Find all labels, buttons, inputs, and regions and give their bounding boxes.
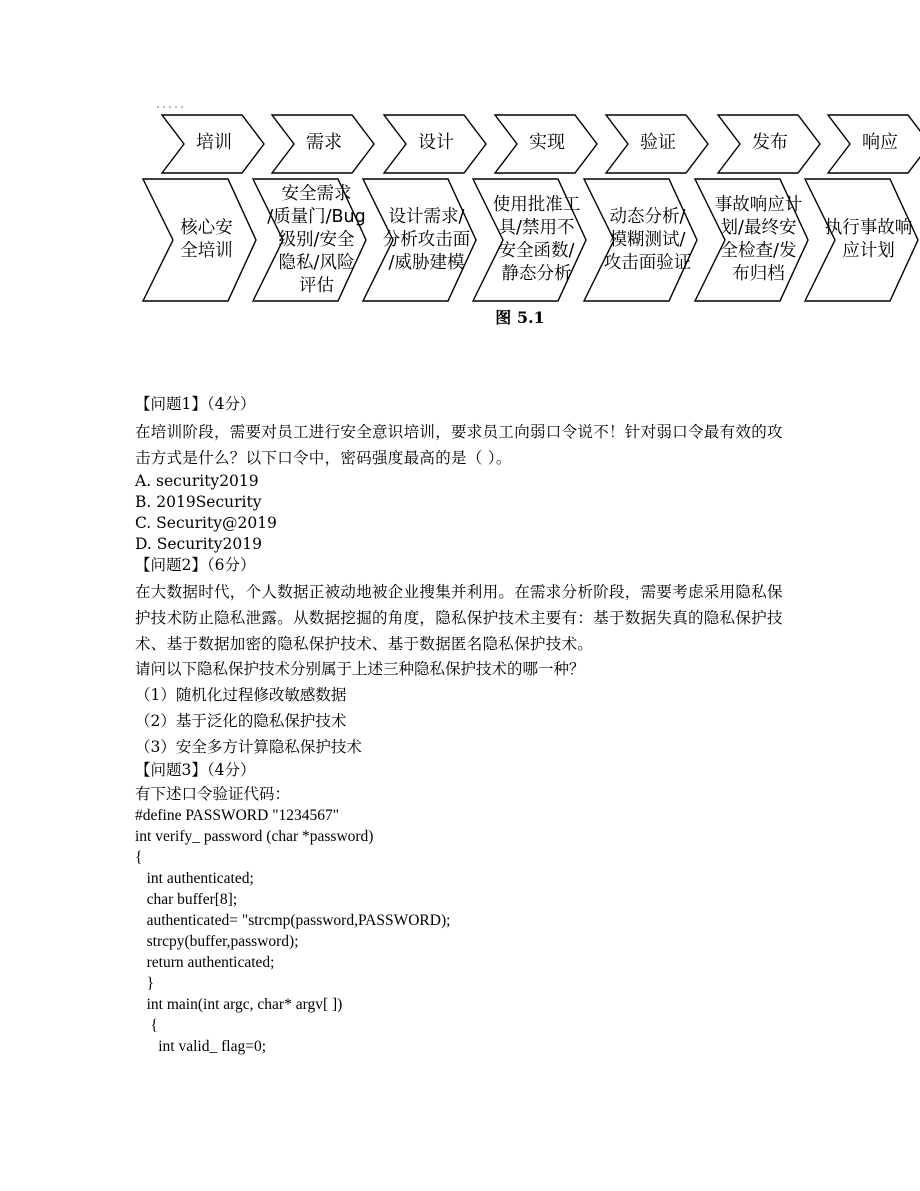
q1-header: 【问题1】（4分） <box>135 395 256 413</box>
task-label <box>707 179 810 301</box>
task-label-line: 模糊测试/ <box>609 229 686 250</box>
q1-text: 在培训阶段，需要对员工进行安全意识培训，要求员工向弱口令说不！针对弱口令最有效的攻击方式是什么？以下口令中，密码强度最高的是（ ）。 <box>135 423 783 467</box>
stage-label: 实现 <box>529 132 565 153</box>
task-label-line: 使用批准工 <box>492 195 581 215</box>
q1-option-b: B. 2019Security <box>135 493 262 511</box>
code-line: authenticated= "strcmp(password,PASSWORD); <box>135 912 451 929</box>
sdl-figure <box>0 0 920 340</box>
task-label-line: 攻击面验证 <box>603 252 692 273</box>
task-label-line: 评估 <box>299 275 334 296</box>
q2-item-3: （3）安全多方计算隐私保护技术 <box>135 738 362 756</box>
code-line: { <box>135 1017 158 1034</box>
task-label-line: 布归档 <box>732 264 785 284</box>
task-label <box>265 179 368 301</box>
code-line: strcpy(buffer,password); <box>135 933 299 950</box>
task-label-line: 具/禁用不 <box>498 218 575 238</box>
q2-item-1: （1）随机化过程修改敏感数据 <box>135 686 347 704</box>
question-body <box>135 394 795 1057</box>
stage-label: 需求 <box>306 132 342 153</box>
task-label-line: 划/最终安 <box>720 218 797 238</box>
task-label-line: 设计需求/ <box>388 206 465 227</box>
task-label <box>817 179 920 301</box>
task-label-line: 事故响应计 <box>714 195 803 215</box>
q1-option-a: A. security2019 <box>135 472 259 490</box>
stage-label: 发布 <box>752 132 788 153</box>
code-block <box>135 805 795 1057</box>
q3-header: 【问题3】（4分） <box>135 761 256 779</box>
stage-label: 设计 <box>418 132 454 153</box>
task-label-line: 核心安 <box>180 218 233 238</box>
code-line: return authenticated; <box>135 954 275 971</box>
task-label-line: /威胁建模 <box>388 252 465 273</box>
task-label-line: 全检查/发 <box>720 241 797 261</box>
task-label-line: /质量门/Bug <box>267 206 366 227</box>
task-label-line: 应计划 <box>842 241 895 261</box>
stage-label: 培训 <box>196 132 232 153</box>
task-label <box>155 179 258 301</box>
code-line: int main(int argc, char* argv[ ]) <box>135 996 343 1013</box>
code-line: char buffer[8]; <box>135 891 238 908</box>
task-label-line: 隐私/风险 <box>278 252 355 273</box>
task-label <box>485 179 588 301</box>
task-label-line: 动态分析/ <box>609 206 686 227</box>
figure-caption: 图 5.1 <box>495 308 545 327</box>
q2-text: 在大数据时代，个人数据正被动地被企业搜集并利用。在需求分析阶段，需要考虑采用隐私保护技术防止隐私泄露。从数据挖掘的角度，隐私保护技术主要有：基于数据失真的隐私保护技术、基于数据加密的隐私保护技术、基于数据匿名隐私保护技术。 <box>135 583 783 653</box>
code-line: { <box>135 849 143 866</box>
q3-intro: 有下述口令验证代码： <box>135 785 291 803</box>
task-label-line: 级别/安全 <box>278 229 355 250</box>
code-line: int valid_ flag=0; <box>135 1038 267 1055</box>
task-label-line: 执行事故响 <box>824 218 913 238</box>
code-line: int verify_ password (char *password) <box>135 828 374 845</box>
q2-header: 【问题2】（6分） <box>135 556 256 574</box>
q1-option-c: C. Security@2019 <box>135 514 277 532</box>
q2-ask: 请问以下隐私保护技术分别属于上述三种隐私保护技术的哪一种？ <box>135 660 585 678</box>
q2-item-2: （2）基于泛化的隐私保护技术 <box>135 712 347 730</box>
task-label <box>375 179 478 301</box>
stage-label: 响应 <box>862 132 898 153</box>
stage-label: 验证 <box>640 132 676 153</box>
code-line: #define PASSWORD "1234567" <box>135 807 340 824</box>
code-line: } <box>135 975 155 992</box>
task-label-line: 分析攻击面 <box>382 229 471 250</box>
task-label-line: 静态分析 <box>501 264 572 284</box>
task-label-line: 安全需求 <box>281 183 352 204</box>
task-label-line: 全培训 <box>180 241 233 261</box>
q1-option-d: D. Security2019 <box>135 535 262 553</box>
task-label <box>596 179 699 301</box>
task-label-line: 安全函数/ <box>498 241 575 261</box>
code-line: int authenticated; <box>135 870 254 887</box>
